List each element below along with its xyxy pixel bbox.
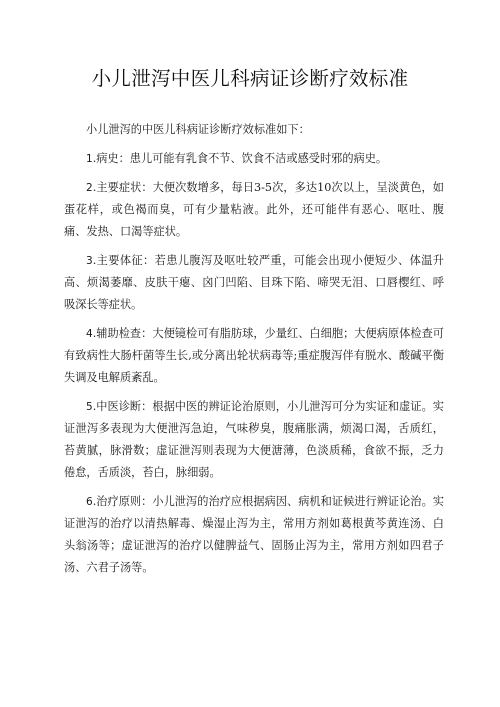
intro-paragraph: 小儿泄泻的中医儿科病证诊断疗效标准如下： (86, 123, 310, 136)
section-paragraph-1 (64, 148, 444, 170)
section-text: .辅助检查：大便镜检可有脂肪球，少量红、白细胞；大便病原体检查可有致病性大肠杆菌等生长,或分离出轮状病毒等;重症腹泻伴有脱水、酸碱平衡失调及电解质紊乱。 (64, 327, 444, 384)
section-text: .治疗原则：小儿泄泻的治疗应根据病因、病机和证候进行辨证论治。实证泄泻的治疗以清热解毒、燥湿止泻为主，常用方剂如葛根黄芩黄连汤、白头翁汤等；虚证泄泻的治疗以健脾益气、固肠止泻为主，常用方剂如四君子汤、六君子汤等。 (64, 495, 444, 574)
section-paragraph-5 (64, 396, 444, 484)
section-text: .病史：患儿可能有乳食不节、饮食不洁或感受时邪的病史。 (92, 152, 388, 165)
section-number: 2 (86, 182, 93, 194)
section-text: .中医诊断：根据中医的辨证论治原则，小儿泄泻可分为实证和虚证。实证泄泻多表现为大便泄泻急迫，气味秽臭，腹痛胀满，烦渴口渴，舌质红，苔黄腻，脉滑数；虚证泄泻则表现为大便溏薄，色淡质稀，食欲不振，乏力倦怠，舌质淡，苔白，脉细弱。 (64, 400, 444, 479)
section-paragraph-6 (64, 491, 444, 579)
section-number: 6 (86, 496, 93, 508)
section-text: .主要症状：大便次数增多，每日3-5次，多达10次以上，呈淡黄色，如蛋花样，或色褐而臭，可有少量粘液。此外，还可能伴有恶心、呕吐、腹痛、发热、口渴等症状。 (64, 181, 444, 238)
section-number: 4 (86, 328, 93, 340)
document-title: 小儿泄泻中医儿科病证诊断疗效标准 (91, 67, 409, 90)
section-number: 5 (86, 401, 93, 413)
section-paragraph-3 (64, 250, 444, 316)
section-text: .主要体征：若患儿腹泻及呕吐较严重，可能会出现小便短少、体温升高、烦渴萎靡、皮肤干瘪、囟门凹陷、目珠下陷、啼哭无泪、口唇樱红、呼吸深长等症状。 (64, 254, 444, 311)
section-paragraph-4 (64, 323, 444, 389)
section-paragraph-2 (64, 177, 444, 243)
document-body (64, 119, 444, 586)
section-number: 1 (86, 153, 93, 165)
section-number: 3 (86, 255, 93, 267)
